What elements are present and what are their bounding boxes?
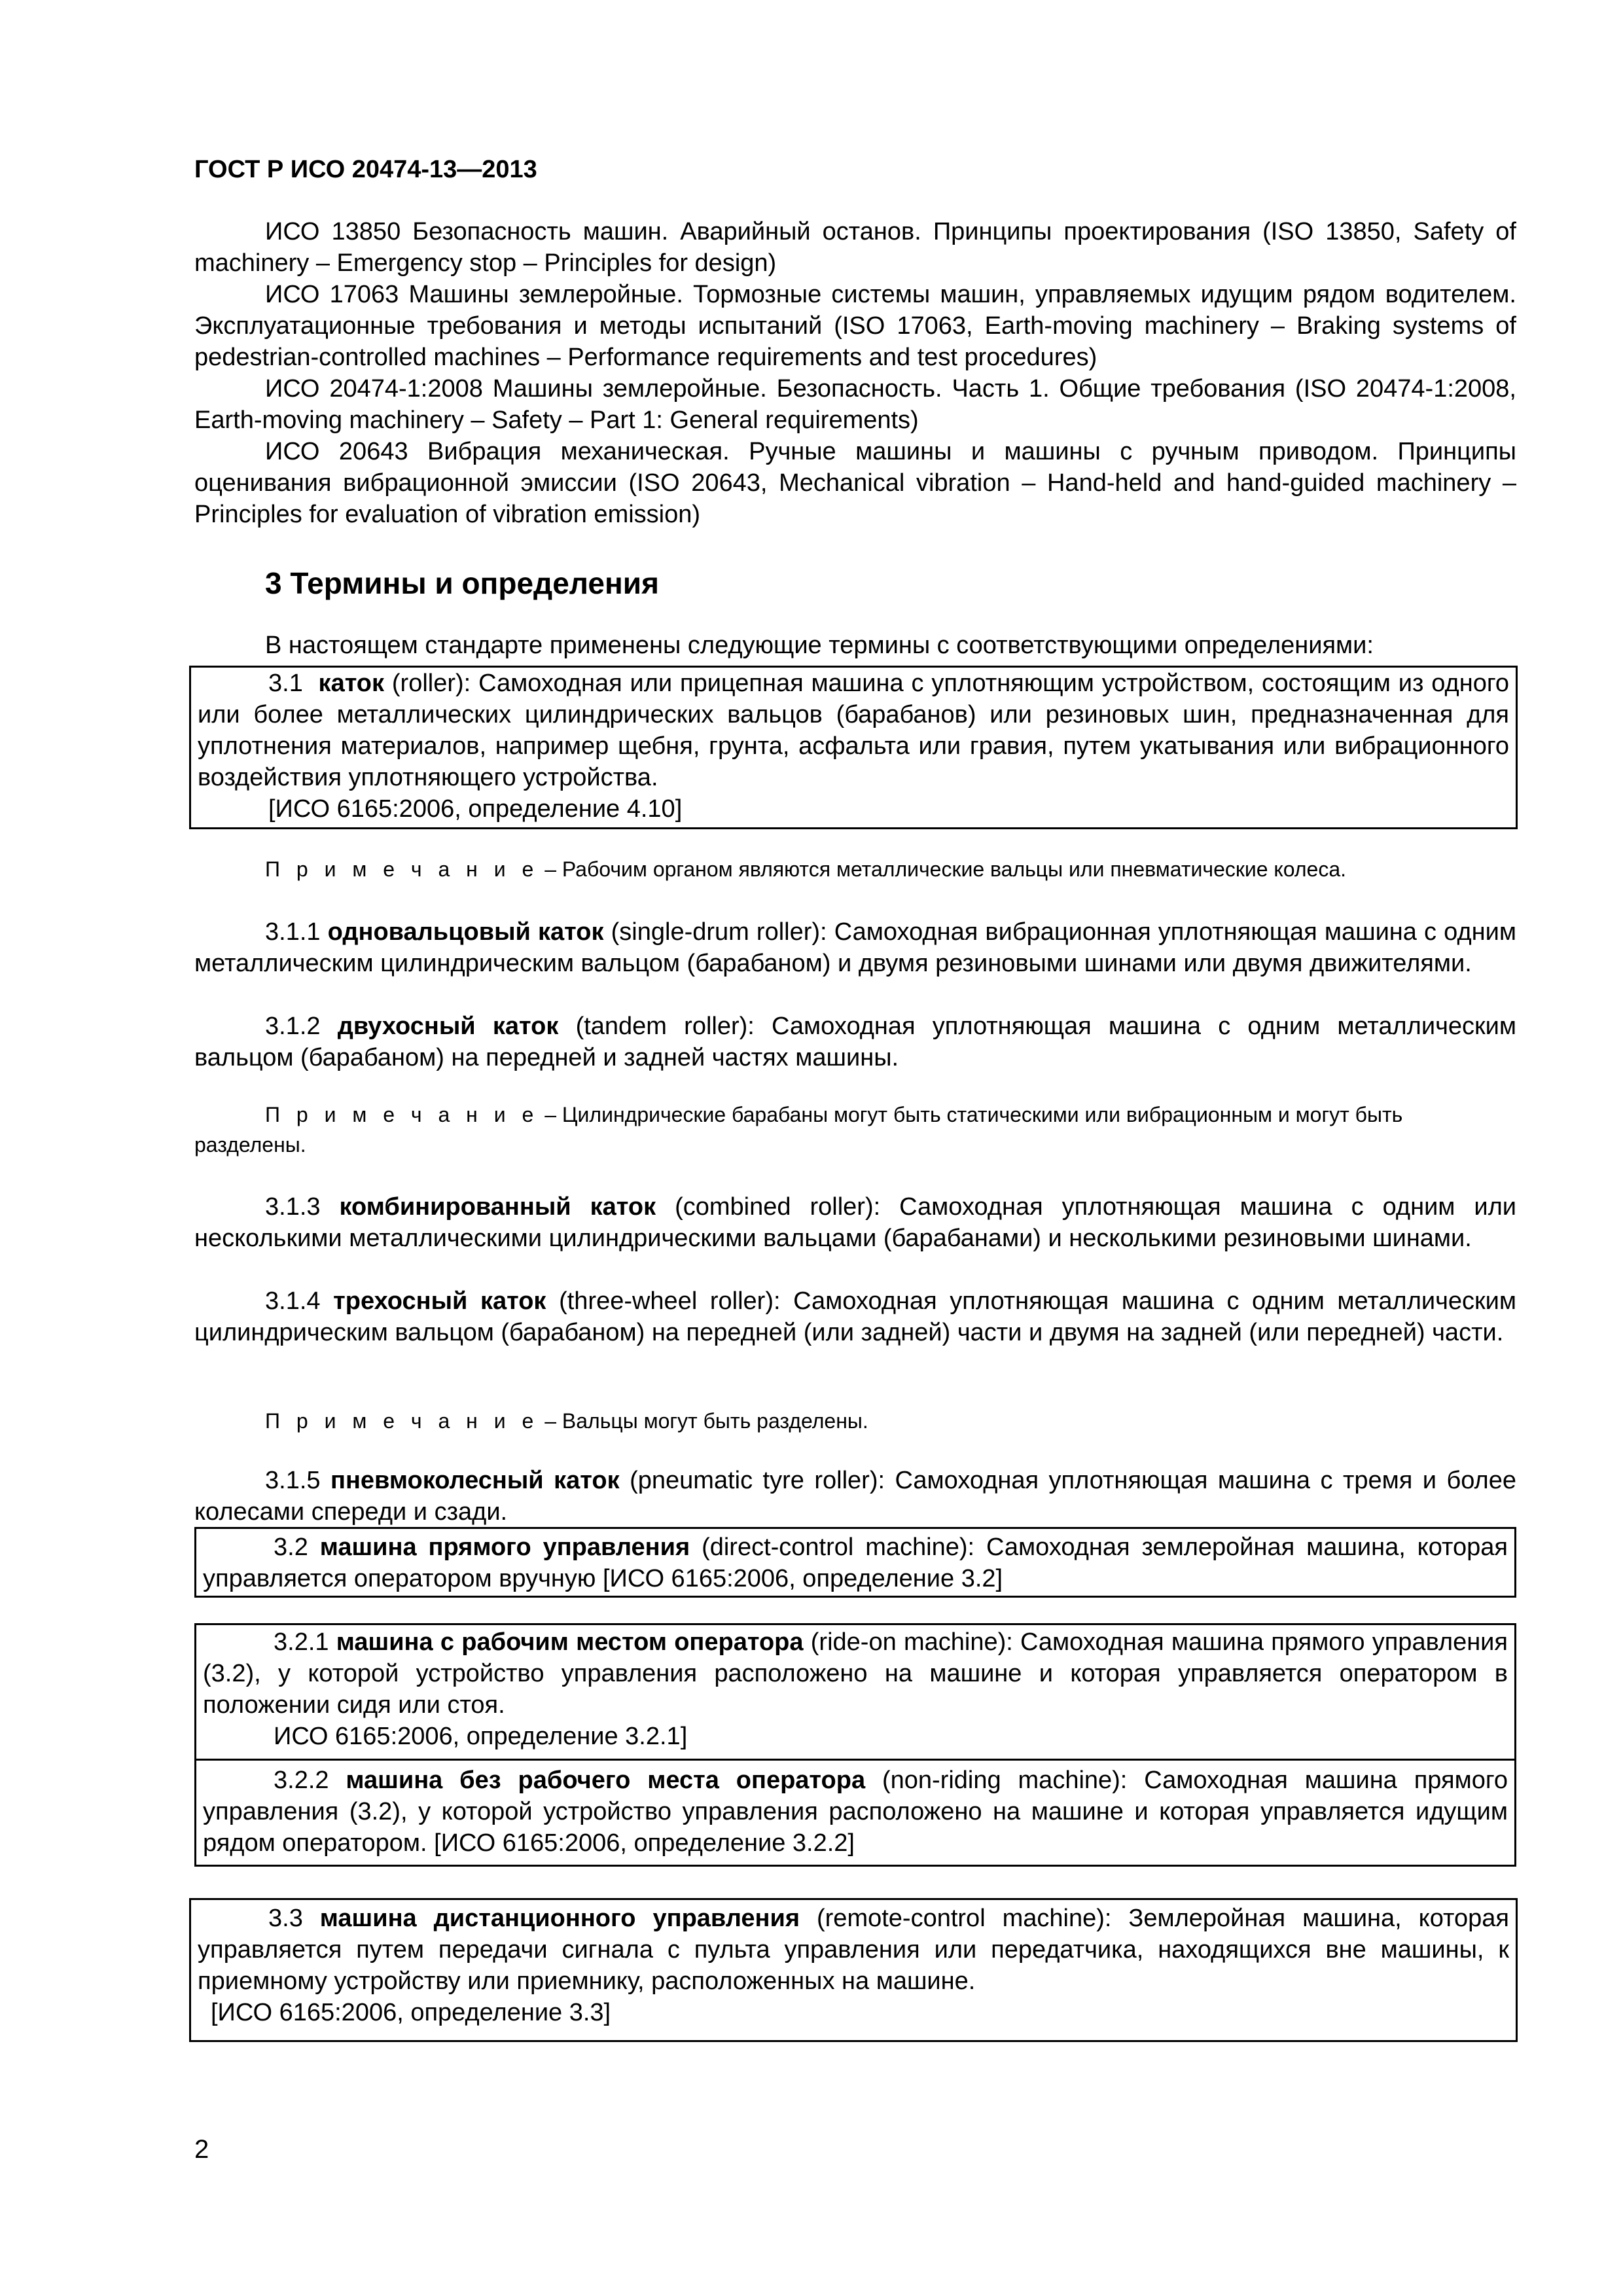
term-name: одновальцовый каток bbox=[327, 918, 604, 946]
term-definition: (ride-on machine): Самоходная машина прямого управления (3.2), у которой устройство управления расположено на машине и которая управляется оператором в положении сидя или стоя. bbox=[203, 1628, 1508, 1719]
note-label: П р и м е ч а н и е bbox=[265, 1409, 539, 1433]
term-number: 3.1.3 bbox=[265, 1193, 321, 1221]
term-entry bbox=[203, 1532, 1508, 1594]
note-text: – Цилиндрические барабаны могут быть статическими или вибрационным и могут быть разделены. bbox=[194, 1103, 1403, 1157]
term-box-3-3 bbox=[189, 1898, 1518, 2042]
note bbox=[194, 1406, 1516, 1436]
term-entry bbox=[194, 1011, 1516, 1073]
term-definition: (roller): Самоходная или прицепная машина с уплотняющим устройством, состоящим из одного или более металлических цилиндрических вальцов (барабанов) или резиновых шин, предназначенная для уплотнения материалов, например щебня, грунта, асфальта или гравия, путем укатывания или вибрационного воздействия уплотняющего устройства. bbox=[198, 670, 1510, 791]
term-entry bbox=[203, 1765, 1508, 1859]
note-text: – Рабочим органом являются металлические вальцы или пневматические колеса. bbox=[544, 857, 1347, 881]
reference-item: ИСО 13850 Безопасность машин. Аварийный останов. Принципы проектирования (ISO 13850, Safety of machinery – Emergency stop – Principles for design) bbox=[194, 218, 1516, 277]
term-name: машина с рабочим местом оператора bbox=[336, 1628, 804, 1656]
term-name: машина прямого управления bbox=[319, 1534, 690, 1561]
term-name: комбинированный каток bbox=[339, 1193, 656, 1221]
term-definition: (non-riding machine): Самоходная машина прямого управления (3.2), у которой устройство управления расположено на машине и которая управляется идущим рядом оператором. [ИСО 6165:2006, определение 3.2.2] bbox=[203, 1767, 1508, 1857]
term-definition: (single-drum roller): Самоходная вибрационная уплотняющая машина с одним металлическим цилиндрическим вальцом (барабаном) и двумя резиновыми шинами или двумя движителями. bbox=[194, 918, 1516, 977]
note bbox=[194, 854, 1516, 884]
term-number: 3.2 bbox=[274, 1534, 308, 1561]
page-number: 2 bbox=[194, 2135, 209, 2164]
term-number: 3.2.2 bbox=[274, 1767, 329, 1794]
term-number: 3.1.1 bbox=[265, 918, 321, 946]
term-box-3-2-1 bbox=[194, 1623, 1516, 1761]
term-name: машина без рабочего места оператора bbox=[346, 1767, 866, 1794]
term-definition: (three-wheel roller): Самоходная уплотняющая машина с одним металлическим цилиндрическим вальцом (барабаном) на передней (или задней) части и двумя на задней (или передней) части. bbox=[194, 1287, 1517, 1346]
note-label: П р и м е ч а н и е bbox=[265, 857, 539, 881]
term-entry bbox=[194, 1191, 1516, 1254]
reference-item: ИСО 20643 Вибрация механическая. Ручные машины и машины с ручным приводом. Принципы оценивания вибрационной эмиссии (ISO 20643, Mechanical vibration – Hand-held and hand-guided machinery – Principles for evaluation of vibration emission) bbox=[194, 438, 1516, 528]
note bbox=[194, 1100, 1516, 1160]
term-source: [ИСО 6165:2006, определение 4.10] bbox=[268, 795, 683, 823]
term-name: машина дистанционного управления bbox=[319, 1905, 800, 1932]
term-name: двухосный каток bbox=[337, 1013, 559, 1040]
term-entry bbox=[194, 1465, 1516, 1528]
term-entry bbox=[194, 916, 1516, 979]
note-text: – Вальцы могут быть разделены. bbox=[544, 1409, 868, 1433]
term-number: 3.3 bbox=[268, 1905, 303, 1932]
term-entry bbox=[203, 1626, 1508, 1721]
term-entry bbox=[198, 668, 1509, 793]
term-box-3-1 bbox=[189, 666, 1518, 829]
term-definition: (remote-control machine): Землеройная машина, которая управляется путем передачи сигнала с пульта управления или передатчика, находящихся вне машины, к приемному устройству или приемнику, расположенных на машине. bbox=[198, 1905, 1509, 1995]
term-definition: (tandem roller): Самоходная уплотняющая машина с одним металлическим вальцом (барабаном) на передней и задней частях машины. bbox=[194, 1013, 1516, 1071]
section-title: 3 Термины и определения bbox=[265, 566, 659, 600]
term-name: каток bbox=[318, 670, 385, 697]
term-definition: (combined roller): Самоходная уплотняющая машина с одним или несколькими металлическими цилиндрическими вальцами (барабанами) и несколькими резиновыми шинами. bbox=[194, 1193, 1517, 1252]
term-number: 3.1.4 bbox=[265, 1287, 321, 1315]
term-box-3-2-2 bbox=[194, 1761, 1516, 1867]
term-number: 3.1 bbox=[268, 670, 303, 697]
section-intro: В настоящем стандарте применены следующие термины с соответствующими определениями: bbox=[265, 632, 1374, 659]
document-header: ГОСТ Р ИСО 20474-13—2013 bbox=[194, 156, 537, 183]
term-number: 3.2.1 bbox=[274, 1628, 329, 1656]
term-number: 3.1.5 bbox=[265, 1467, 321, 1494]
term-source: ИСО 6165:2006, определение 3.2.1] bbox=[274, 1723, 688, 1750]
term-box-3-2 bbox=[194, 1527, 1516, 1598]
term-name: пневмоколесный каток bbox=[330, 1467, 620, 1494]
reference-item: ИСО 20474-1:2008 Машины землеройные. Безопасность. Часть 1. Общие требования (ISO 20474-1:2008, Earth-moving machinery – Safety – Part 1: General requirements) bbox=[194, 375, 1516, 434]
normative-references bbox=[194, 216, 1516, 530]
reference-item: ИСО 17063 Машины землеройные. Тормозные системы машин, управляемых идущим рядом водителем. Эксплуатационные требования и методы испытаний (ISO 17063, Earth-moving machinery – Braking systems of pedestrian-controlled machines – Performance requirements and test procedures) bbox=[194, 281, 1516, 371]
note-label: П р и м е ч а н и е bbox=[265, 1103, 539, 1126]
term-entry bbox=[198, 1903, 1509, 1997]
term-source: [ИСО 6165:2006, определение 3.3] bbox=[211, 1999, 611, 2026]
term-definition: (direct-control machine): Самоходная землеройная машина, которая управляется оператором вручную [ИСО 6165:2006, определение 3.2] bbox=[203, 1534, 1508, 1592]
term-number: 3.1.2 bbox=[265, 1013, 321, 1040]
term-name: трехосный каток bbox=[333, 1287, 546, 1315]
term-definition: (pneumatic tyre roller): Самоходная уплотняющая машина с тремя и более колесами спереди и сзади. bbox=[194, 1467, 1516, 1526]
term-entry bbox=[194, 1285, 1516, 1348]
